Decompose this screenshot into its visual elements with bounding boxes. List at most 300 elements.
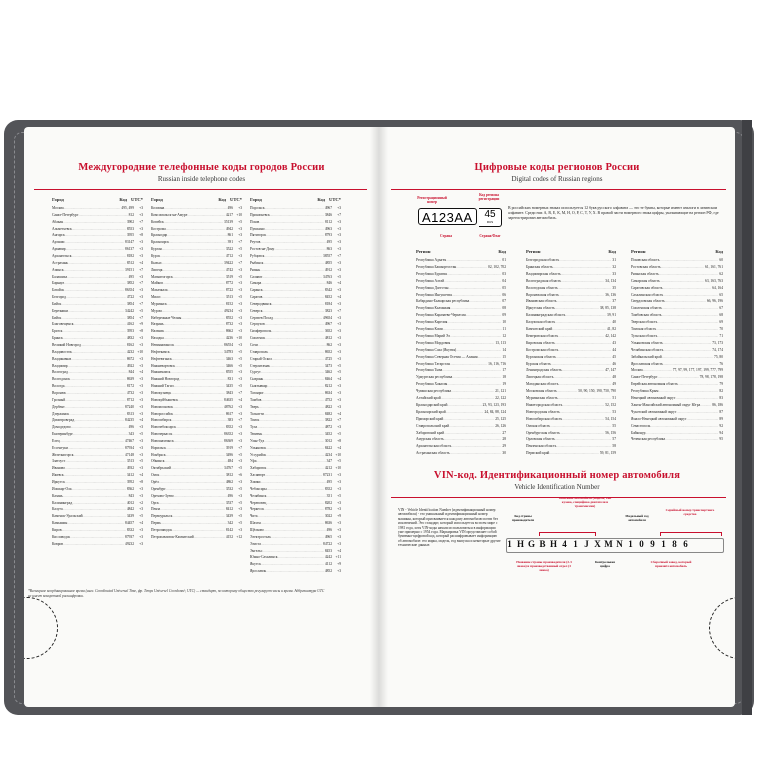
row-name: Республика Ингушетия ..... (416, 293, 501, 297)
row-utc: +5 (238, 219, 242, 224)
page-subtitle: Russian inside telephone codes (157, 175, 246, 183)
row-code: 4152 (225, 534, 233, 539)
table-row (151, 220, 242, 224)
row-code: 4712 (225, 253, 233, 258)
table-row (526, 306, 616, 310)
corner-decoration (24, 597, 58, 659)
row-code: 07 (502, 299, 506, 304)
row-utc: +3 (139, 206, 143, 210)
row-utc: +3 (337, 473, 341, 478)
row-name: Бийск ..... (52, 302, 126, 306)
row-name: Республика Карачаево-Черкесия ..... (416, 313, 501, 317)
header-utc: UTC* (329, 197, 341, 202)
table-row (250, 227, 341, 231)
table-row (52, 466, 143, 470)
row-utc: +8 (139, 329, 143, 334)
row-name: Кабардино-Балкарская республика ..... (416, 299, 501, 303)
row-code: 42, 142 (605, 333, 616, 338)
row-code: 8712 (126, 397, 134, 402)
row-code: 63, 163, 763 (705, 278, 723, 283)
row-code: 3854 (126, 315, 134, 320)
row-code: 3812 (225, 473, 233, 478)
table-row (52, 446, 143, 450)
row-name: Новомосковск ..... (151, 405, 223, 409)
vin-char: 1 (507, 539, 512, 549)
table-row (250, 281, 341, 285)
table-row (52, 288, 143, 292)
row-code: 3846 (324, 212, 332, 217)
table-row (151, 268, 242, 272)
row-code: 8142 (225, 527, 233, 532)
row-code: 11 (502, 327, 506, 331)
row-code: 8512 (126, 260, 134, 265)
row-name: Республика Марий Эл ..... (416, 334, 501, 338)
row-name: Иваново ..... (52, 466, 126, 470)
row-code: 4752 (324, 397, 332, 402)
table-row (151, 309, 242, 313)
row-name: Назрань ..... (151, 322, 225, 326)
row-utc: +3 (337, 390, 341, 395)
row-code: 8202 (324, 500, 332, 505)
row-name: Нижегородская область ..... (526, 403, 604, 407)
vin-char: 1 (628, 539, 633, 549)
row-name: Белгородская область ..... (526, 258, 611, 262)
row-name: Ачинск ..... (52, 268, 124, 272)
table-row (250, 220, 341, 224)
table-row (151, 521, 242, 525)
table-row (631, 279, 723, 283)
row-name: Майкоп ..... (151, 281, 225, 285)
table-row (250, 336, 341, 340)
row-code: 484 (227, 459, 233, 464)
column-header (526, 249, 616, 254)
table-row (52, 405, 143, 409)
row-name: Пушкино ..... (250, 227, 324, 231)
row-utc: +3 (238, 253, 242, 258)
row-utc: +3 (337, 267, 341, 272)
row-name: Ессентуки ..... (52, 446, 124, 450)
table-row (52, 418, 143, 422)
row-code: 4922 (126, 363, 134, 368)
row-code: 52, 152 (605, 402, 616, 407)
row-name: Калужская область ..... (526, 320, 611, 324)
row-code: 19 (502, 382, 506, 387)
table-row (416, 362, 506, 366)
header-name: Регион (526, 249, 541, 254)
row-code: 87 (719, 409, 723, 414)
row-utc: +3 (238, 493, 242, 498)
row-utc: +3 (139, 466, 143, 471)
row-utc: +6 (238, 473, 242, 478)
row-name: Рязанская область ..... (631, 272, 718, 276)
row-name: Воронежская область ..... (526, 293, 604, 297)
table-row (250, 316, 341, 320)
row-code: 3823 (324, 308, 332, 313)
row-utc: +5 (238, 514, 242, 519)
row-utc: +10 (335, 452, 341, 457)
table-row (250, 466, 341, 470)
row-code: 4832 (126, 336, 134, 341)
row-code: 3952 (126, 480, 134, 484)
row-name: Санкт-Петербург ..... (631, 375, 699, 379)
row-code: 16, 116, 716 (488, 361, 506, 366)
row-name: Братск ..... (52, 329, 126, 333)
table-row (151, 295, 242, 299)
table-row (151, 288, 242, 292)
row-code: 59, 81, 159 (599, 451, 616, 456)
table-row (416, 431, 506, 435)
row-name: Республика Калмыкия ..... (416, 306, 501, 310)
row-name: Ижевск ..... (52, 473, 126, 477)
row-code: 8722 (225, 288, 233, 293)
row-code: 34763 (323, 274, 332, 279)
row-name: Саратовская область ..... (631, 286, 711, 290)
header-name: Город (250, 197, 262, 202)
header-name: Город (52, 197, 64, 202)
table-row (526, 293, 616, 297)
row-code: 83 (719, 396, 723, 400)
row-code: 03 (502, 271, 506, 276)
table-row (416, 375, 506, 379)
row-name: Хасавюрт ..... (250, 473, 322, 477)
row-utc: +5 (337, 370, 341, 375)
row-utc: +3 (139, 507, 143, 512)
table-row (250, 302, 341, 306)
table-row (250, 494, 341, 498)
row-name: Курская область ..... (526, 362, 611, 366)
row-utc: +4 (238, 397, 242, 402)
row-code: 8782 (324, 507, 332, 512)
row-code: 4872 (324, 425, 332, 430)
row-name: Сызрань ..... (250, 377, 324, 381)
table-row (151, 281, 242, 285)
row-name: Димитровград ..... (52, 418, 124, 422)
table-row (250, 343, 341, 347)
row-code: 3522 (225, 247, 233, 252)
row-utc: +4 (139, 521, 143, 526)
plate-label-region: Код региона регистрации (478, 193, 500, 201)
vin-subtitle: Vehicle Identification Number (514, 483, 600, 491)
row-code: 342 (227, 521, 233, 526)
row-code: 27 (502, 430, 506, 435)
row-code: 87231 (323, 473, 332, 478)
table-row (526, 362, 616, 366)
table-row (526, 272, 616, 276)
table-row (526, 341, 616, 345)
row-name: Челябинская область ..... (631, 348, 711, 352)
table-row (52, 336, 143, 340)
row-name: Пермь ..... (151, 521, 227, 525)
row-code: 4722 (126, 295, 134, 300)
row-code: 95 (719, 437, 723, 442)
row-code: 8422 (324, 445, 332, 450)
row-code: 8362 (126, 486, 134, 491)
vin-label-description: Описание автомобиля (модель, тип кузова, специфика двигателя и трансмиссии) (558, 496, 612, 508)
table-row (52, 309, 143, 313)
table-row (250, 425, 341, 429)
table-row (250, 350, 341, 354)
table-row (250, 528, 341, 532)
row-utc: +4 (337, 295, 341, 300)
table-row (151, 302, 242, 306)
row-utc: +9 (337, 562, 341, 567)
row-utc: +3 (238, 267, 242, 272)
row-utc: +3 (139, 356, 143, 361)
table-row (151, 480, 242, 484)
table-row (631, 334, 723, 338)
table-row (250, 268, 341, 272)
row-code: 8342 (324, 288, 332, 293)
table-row (631, 382, 723, 386)
row-utc: +3 (139, 493, 143, 498)
row-name: Комсомольск-на-Амуре ..... (151, 213, 225, 217)
column-header (250, 197, 341, 202)
row-name: Мурманск ..... (151, 302, 225, 306)
plate-intro-text: В российских номерных знаках используется 12 букв русского алфавита — это те буквы, которые имеют аналоги в латинском алфавите. Среди них А, В, Е, К, М, Н, О, Р, С, Т, У, Х. В правой части номерного знака цифры, указывающие на регион РФ, где зарегистрирован автомобиль. (508, 206, 719, 220)
page-title: Междугородние телефонные коды городов России (78, 162, 325, 173)
row-code: 56, 156 (605, 430, 616, 435)
table-row (52, 501, 143, 505)
row-name: Томская область ..... (631, 327, 718, 331)
table-row (250, 288, 341, 292)
row-utc: +5 (238, 521, 242, 526)
row-code: 8464 (324, 377, 332, 382)
row-utc: +3 (337, 500, 341, 505)
table-row (52, 487, 143, 491)
table-row (250, 254, 341, 258)
table-row (250, 384, 341, 388)
row-name: Смоленская область ..... (631, 306, 718, 310)
row-name: Шахты ..... (250, 521, 324, 525)
table-row (151, 418, 242, 422)
row-code: 15 (502, 354, 506, 359)
row-name: Улан-Удэ ..... (250, 439, 324, 443)
row-name: Тюмень ..... (250, 432, 324, 436)
row-name: Орёл ..... (151, 480, 225, 484)
row-utc: +5 (337, 432, 341, 437)
row-name: Набережные Челны ..... (151, 316, 225, 320)
row-code: 30 (502, 451, 506, 456)
table-row (52, 480, 143, 484)
row-code: 3439 (225, 514, 233, 519)
table-row (250, 357, 341, 361)
plate-label-country: Страна (439, 234, 453, 238)
vin-char: 1 (573, 539, 578, 549)
row-utc: +7 (238, 445, 242, 450)
table-row (416, 327, 506, 331)
row-code: 09 (502, 313, 506, 318)
table-row (52, 233, 143, 237)
row-name: Воронеж ..... (52, 391, 126, 395)
row-code: 45 (612, 354, 616, 359)
row-name: Архангельская область ..... (416, 444, 501, 448)
row-code: 383 (227, 418, 233, 423)
row-utc: +3 (139, 240, 143, 245)
row-name: Краснодарский край ..... (416, 403, 482, 407)
row-utc: +3 (337, 206, 341, 210)
row-name: Республика Дагестан ..... (416, 286, 501, 290)
row-code: 8184 (324, 301, 332, 306)
row-code: 496 (128, 425, 134, 430)
row-code: 496 (326, 527, 332, 532)
row-name: Приморский край ..... (416, 417, 494, 421)
row-name: Омск ..... (151, 473, 225, 477)
table-row (416, 417, 506, 421)
header-code: Код (317, 197, 325, 202)
table-row (250, 569, 341, 573)
table-row (250, 501, 341, 505)
row-name: Энгельс ..... (250, 549, 324, 553)
table-row (250, 418, 341, 422)
row-code: 4162 (126, 322, 134, 327)
row-code: 87934 (125, 445, 134, 450)
table-row (52, 521, 143, 525)
row-name: Красноярский край ..... (416, 410, 483, 414)
vin-code (504, 539, 691, 549)
row-utc: +3 (238, 425, 242, 430)
table-row (52, 220, 143, 224)
table-row (151, 377, 242, 381)
row-name: Находка ..... (151, 336, 225, 340)
row-utc: +4 (337, 411, 341, 416)
row-utc: +3 (238, 281, 242, 286)
table-row (631, 403, 723, 407)
table-row (52, 384, 143, 388)
row-name: Республика Коми ..... (416, 327, 502, 331)
row-code: 55 (612, 423, 616, 428)
row-code: 8552 (225, 315, 233, 320)
row-name: Домодедово ..... (52, 425, 128, 429)
table-row (631, 286, 723, 290)
row-name: Ненецкий автономный округ ..... (631, 396, 718, 400)
row-utc: +3 (139, 363, 143, 368)
table-row (250, 507, 341, 511)
table-row (52, 542, 143, 546)
row-utc: +3 (238, 459, 242, 464)
table-row (631, 362, 723, 366)
row-utc: +10 (137, 349, 143, 354)
row-name: Чукотский автономный округ ..... (631, 410, 718, 414)
row-utc: +3 (337, 521, 341, 526)
row-code: 861 (227, 233, 233, 238)
table-row (526, 389, 616, 393)
row-code: 3852 (126, 281, 134, 286)
row-code: 23, 93, 123, 193 (482, 402, 506, 407)
row-code: 49 (612, 382, 616, 387)
column-header (631, 249, 723, 254)
table-row (250, 391, 341, 395)
table-row (526, 403, 616, 407)
row-name: Орловская область ..... (526, 437, 611, 441)
table-row (526, 410, 616, 414)
row-name: Йошкар-Ола ..... (52, 487, 126, 491)
row-code: 49234 (224, 308, 233, 313)
table-row (250, 247, 341, 251)
row-utc: +3 (139, 411, 143, 416)
row-utc: +10 (236, 336, 242, 341)
row-code: 29 (502, 444, 506, 449)
table-row (250, 542, 341, 546)
table-row (52, 391, 143, 395)
row-name: Нижний Тагил ..... (151, 384, 225, 388)
table-row (52, 343, 143, 347)
header-code: Код (715, 249, 723, 254)
row-name: Балашиха ..... (52, 275, 128, 279)
row-code: 8652 (324, 349, 332, 354)
table-row (151, 233, 242, 237)
row-utc: +5 (238, 295, 242, 300)
table-row (631, 355, 723, 359)
row-name: Челябинск ..... (250, 494, 326, 498)
row-code: 4012 (126, 500, 134, 505)
row-utc: +3 (238, 308, 242, 313)
table-row (151, 213, 242, 217)
row-utc: +3 (337, 226, 341, 231)
row-code: 4812 (324, 336, 332, 341)
table-row (250, 453, 341, 457)
row-code: 3452 (324, 432, 332, 437)
table-row (151, 322, 242, 326)
vin-label-check: Контрольная цифра (595, 560, 615, 568)
row-utc: +3 (337, 480, 341, 484)
row-code: 70 (719, 327, 723, 331)
table-row (151, 432, 242, 436)
row-name: Киров ..... (52, 528, 126, 532)
table-row (52, 370, 143, 374)
row-name: Новороссийск ..... (151, 412, 225, 416)
plate-label-number: Регистрационный номер (417, 196, 447, 204)
row-name: Тула ..... (250, 425, 324, 429)
row-name: Стерлитамак ..... (250, 364, 324, 368)
row-code: 347 (326, 459, 332, 464)
table-row (526, 327, 616, 331)
row-utc: +3 (337, 404, 341, 409)
table-row (151, 507, 242, 511)
table-row (631, 272, 723, 276)
table-row (250, 213, 341, 217)
row-name: Саранск ..... (250, 288, 324, 292)
row-utc: +3 (238, 507, 242, 512)
table-row (151, 364, 242, 368)
table-row (631, 265, 723, 269)
table-row (52, 473, 143, 477)
row-utc: +5 (238, 452, 242, 457)
table-row (250, 329, 341, 333)
row-name: Брянск ..... (52, 336, 126, 340)
row-name: Самара ..... (250, 281, 326, 285)
row-code: 4232 (126, 349, 134, 354)
row-utc: +5 (238, 486, 242, 491)
row-code: 8634 (324, 390, 332, 395)
table-row (52, 357, 143, 361)
row-name: Камышин ..... (52, 521, 124, 525)
table-row (52, 364, 143, 368)
row-utc: +3 (337, 301, 341, 306)
row-code: 86, 186 (712, 402, 723, 407)
row-code: 38, 85, 138 (599, 306, 616, 311)
row-code: 3439 (126, 514, 134, 519)
row-code: 4862 (225, 480, 233, 484)
column-header (151, 197, 242, 202)
row-name: Новгородская область ..... (526, 410, 611, 414)
row-code: 8793 (324, 233, 332, 238)
table-row (250, 405, 341, 409)
row-code: 12 (502, 333, 506, 338)
table-row (526, 368, 616, 372)
row-utc: +3 (139, 390, 143, 395)
row-code: 351 (326, 493, 332, 498)
table-row (526, 299, 616, 303)
